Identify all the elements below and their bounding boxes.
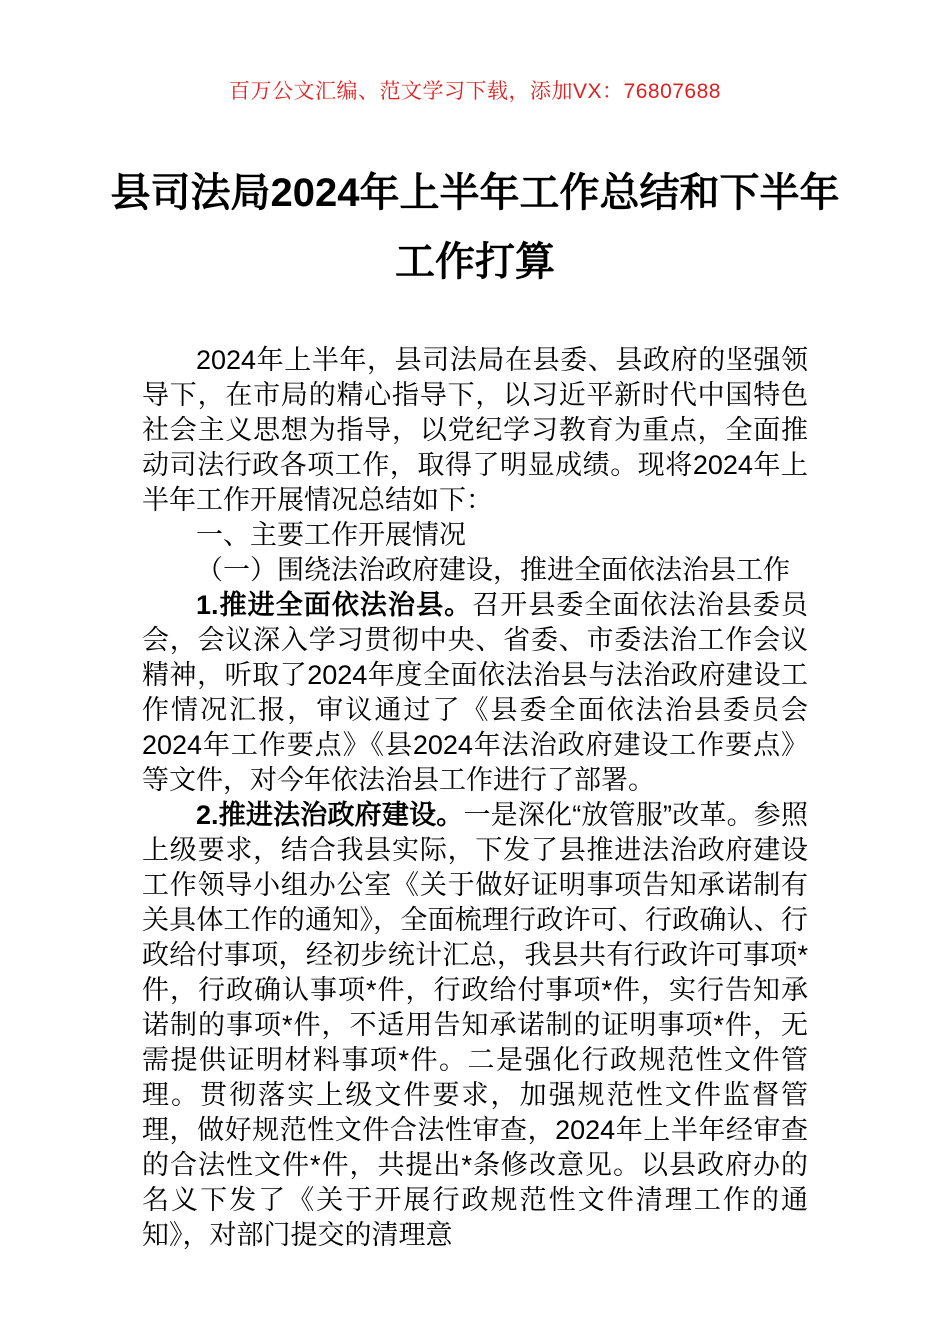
item-2-paragraph xyxy=(142,798,808,1253)
doc-title xyxy=(0,159,950,297)
promo-banner: 百万公文汇编、范文学习下载，添加VX：76807688 xyxy=(229,80,721,103)
subsection-heading-1-1: （一）围绕法治政府建设，推进全面依法治县工作 xyxy=(196,555,790,585)
doc-body xyxy=(142,343,808,1253)
item-1-lead: 1.推进全面依法治县。 xyxy=(196,590,473,620)
item-2-lead: 2.推进法治政府建设。 xyxy=(196,800,464,830)
doc-title-line-1: 县司法局2024年上半年工作总结和下半年 xyxy=(110,171,840,215)
section-heading-1: 一、主要工作开展情况 xyxy=(196,520,466,550)
item-1-paragraph xyxy=(142,588,808,798)
item-1-text: 召开县委全面依法治县委员会，会议深入学习贯彻中央、省委、市委法治工作会议精神，听取了2024年度全面依法治县与法治政府建设工作情况汇报，审议通过了《县委全面依法治县委员会2024年工作要点》《县2024年法治政府建设工作要点》等文件，对今年依法治县工作进行了部署。 xyxy=(142,590,808,795)
item-2-text: 一是深化“放管服”改革。参照上级要求，结合我县实际，下发了县推进法治政府建设工作领导小组办公室《关于做好证明事项告知承诺制有关具体工作的通知》，全面梳理行政许可、行政确认、行政给付事项，经初步统计汇总，我县共有行政许可事项*件，行政确认事项*件，行政给付事项*件，实行告知承诺制的事项*件，不适用告知承诺制的证明事项*件，无需提供证明材料事项*件。二是强化行政规范性文件管理。贯彻落实上级文件要求，加强规范性文件监督管理，做好规范性文件合法性审查，2024年上半年经审查的合法性文件*件，共提出*条修改意见。以县政府办的名义下发了《关于开展行政规范性文件清理工作的通知》，对部门提交的清理意 xyxy=(142,800,808,1250)
intro-paragraph: 2024年上半年，县司法局在县委、县政府的坚强领导下，在市局的精心指导下，以习近平新时代中国特色社会主义思想为指导，以党纪学习教育为重点，全面推动司法行政各项工作，取得了明显成绩。现将2024年上半年工作开展情况总结如下： xyxy=(142,345,808,515)
doc-title-line-2: 工作打算 xyxy=(395,240,555,284)
